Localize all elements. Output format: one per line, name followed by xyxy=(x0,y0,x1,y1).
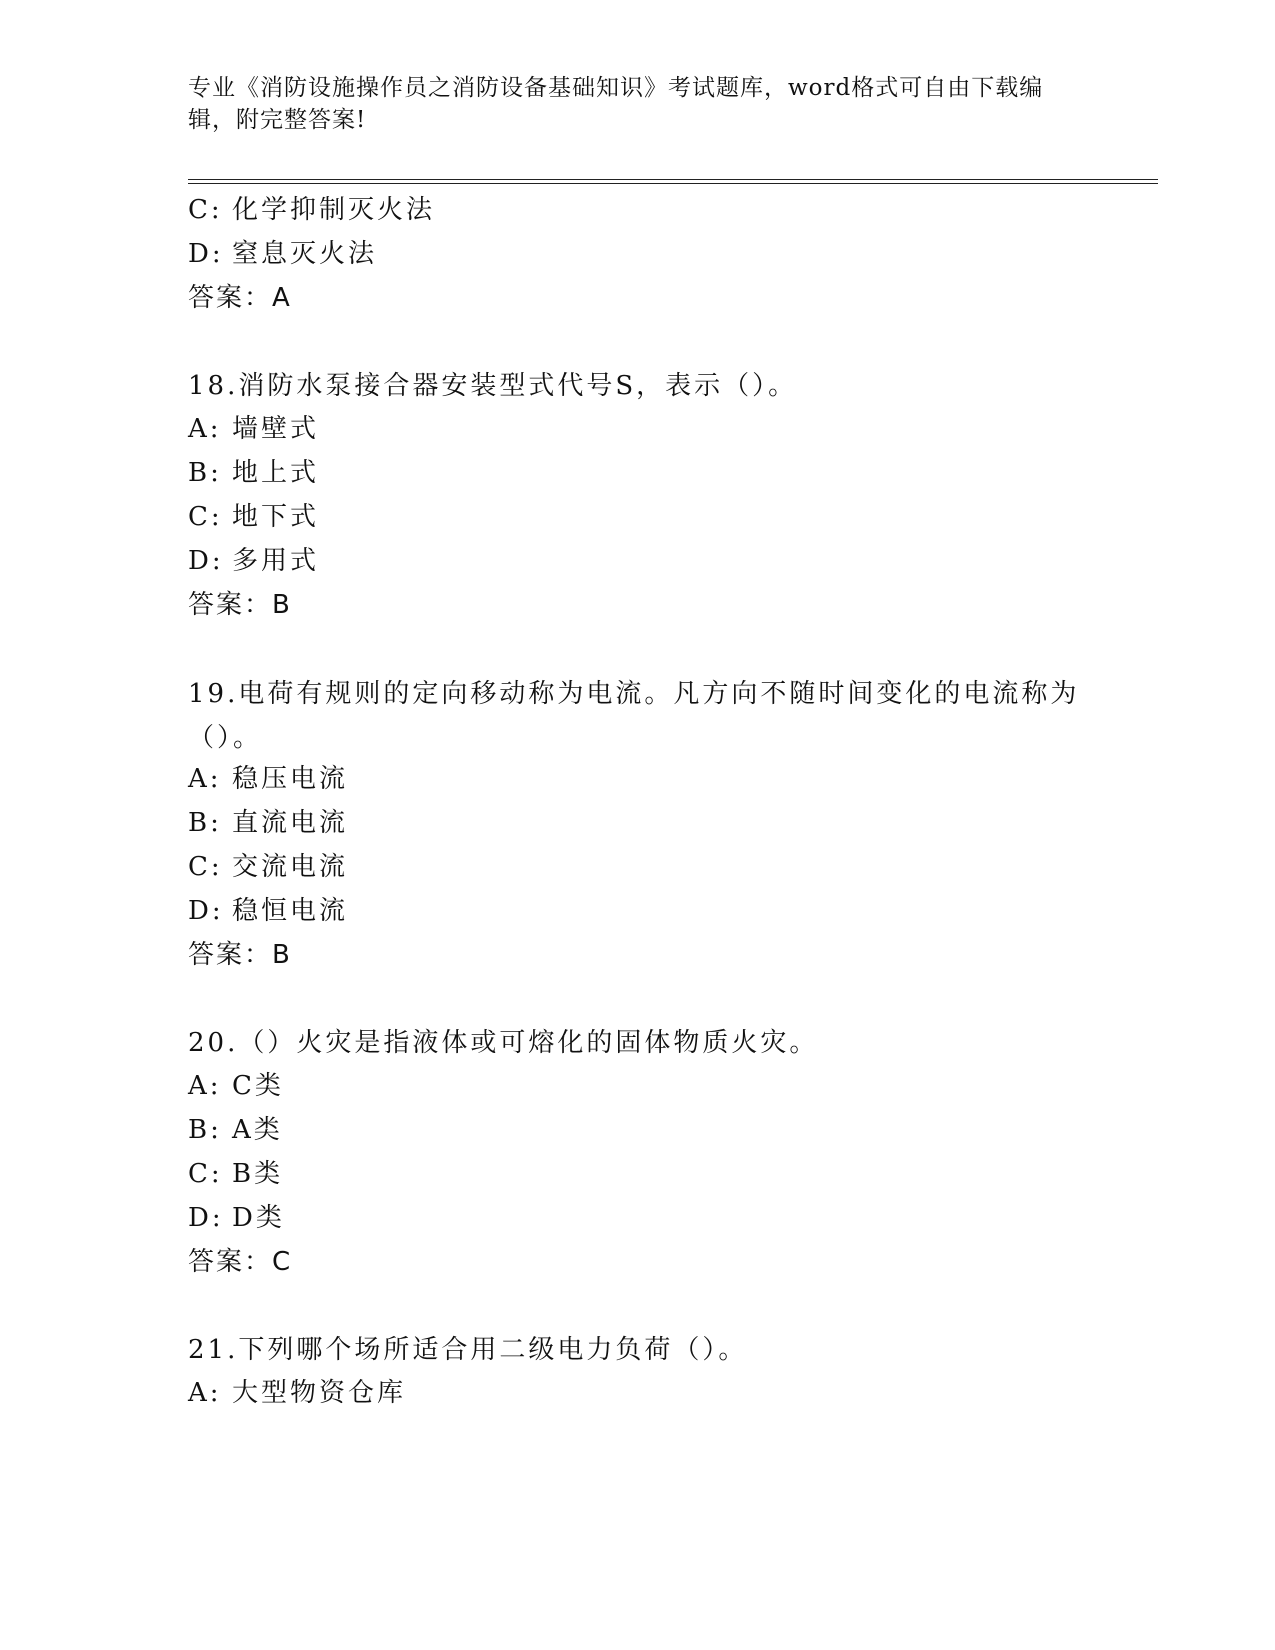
option-d: D: 窒息灭火法 xyxy=(188,239,378,269)
option-a: A: 大型物资仓库 xyxy=(188,1378,407,1408)
option-a: A: C类 xyxy=(188,1071,284,1101)
option-c: C: 地下式 xyxy=(188,502,320,532)
option-b: B: A类 xyxy=(188,1115,283,1145)
option-b: B: 地上式 xyxy=(188,458,320,488)
option-c: C: B类 xyxy=(188,1159,284,1189)
question-stem: 21.下列哪个场所适合用二级电力负荷（）。 xyxy=(188,1335,748,1365)
option-a: A: 墙壁式 xyxy=(188,414,320,444)
question-stem: 18.消防水泵接合器安装型式代号S，表示（）。 xyxy=(188,371,798,401)
header-divider-top xyxy=(188,179,1158,180)
option-d: D: D类 xyxy=(188,1203,285,1233)
answer: 答案：B xyxy=(188,590,292,620)
question-stem: 20.（）火灾是指液体或可熔化的固体物质火灾。 xyxy=(188,1028,819,1058)
question-stem: 19.电荷有规则的定向移动称为电流。凡方向不随时间变化的电流称为（）。 xyxy=(188,679,1080,753)
answer: 答案：B xyxy=(188,940,292,970)
document-header: 专业《消防设施操作员之消防设备基础知识》考试题库，word格式可自由下载编辑，附完整答案! xyxy=(188,75,1044,133)
answer: 答案：A xyxy=(188,283,292,313)
option-d: D: 多用式 xyxy=(188,546,320,576)
option-b: B: 直流电流 xyxy=(188,808,349,838)
answer: 答案：C xyxy=(188,1247,293,1277)
option-d: D: 稳恒电流 xyxy=(188,896,349,926)
option-c: C: 化学抑制灭火法 xyxy=(188,195,436,225)
header-divider-bottom xyxy=(188,183,1158,184)
option-a: A: 稳压电流 xyxy=(188,764,349,794)
option-c: C: 交流电流 xyxy=(188,852,349,882)
